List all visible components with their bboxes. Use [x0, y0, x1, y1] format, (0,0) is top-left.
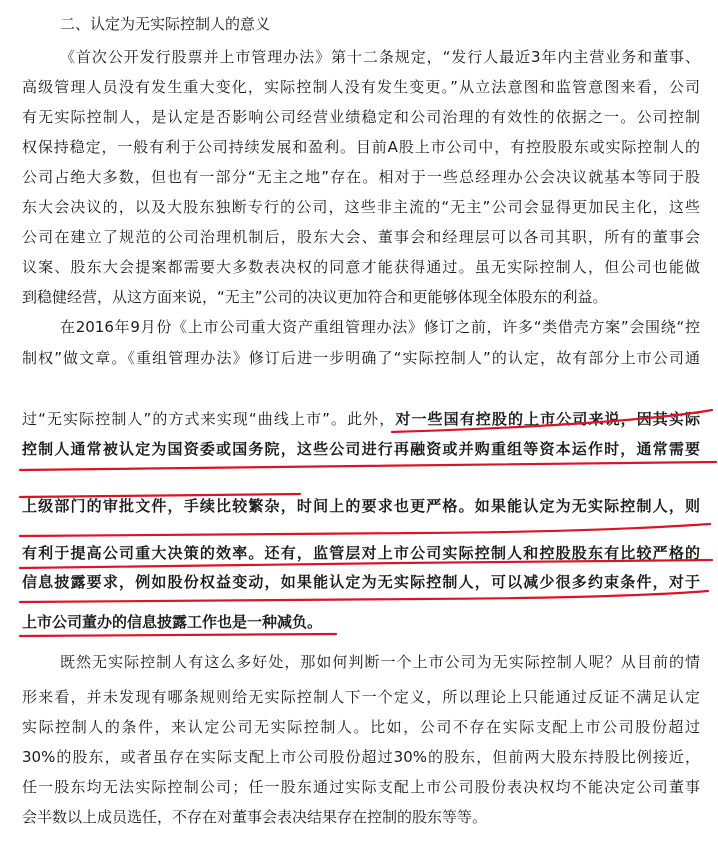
- paragraph-3-line: 实际控制人的条件，来认定公司无实际控制人。比如，公司不存在实际支配上市公司股份超过: [22, 718, 700, 736]
- paragraph-1-line: 公司在建立了规范的公司治理机制后，股东大会、董事会和经理层可以各司其职，所有的董事会: [22, 228, 700, 246]
- paragraph-3-line: 形来看，并未发现有哪条规则给无实际控制人下一个定义，所以理论上只能通过反证不满足认定: [22, 688, 700, 706]
- paragraph-2-line-mixed: [22, 404, 700, 434]
- paragraph-1-line: 权保持稳定，一般有利于公司持续发展和盈利。目前A股上市公司中，有控股股东或实际控制人的: [22, 138, 700, 156]
- paragraph-1-line: 《首次公开发行股票并上市管理办法》第十二条规定，“发行人最近3年内主营业务和董事、: [60, 48, 700, 66]
- paragraph-3-line: 30%的股东，或者虽存在实际支配上市公司股份超过30%的股东，但前两大股东持股比例接近，: [22, 748, 700, 766]
- emphasized-line: 有利于提高公司重大决策的效率。还有，监管层对上市公司实际控制人和控股股东有比较严格的: [22, 544, 700, 562]
- emphasized-line: 上市公司董办的信息披露工作也是一种减负。: [22, 613, 323, 631]
- paragraph-1-line: 公司占绝大多数，但也有一部分“无主之地”存在。相对于一些总经理办公会决议就基本等同于股: [22, 168, 700, 186]
- emphasized-line: 控制人通常被认定为国资委或国务院，这些公司进行再融资或并购重组等资本运作时，通常需要: [22, 440, 700, 458]
- paragraph-1-line: 有无实际控制人，是认定是否影响公司经营业绩稳定和公司治理的有效性的依据之一。公司控制: [22, 108, 700, 126]
- paragraph-3-line: 会半数以上成员选任，不存在对董事会表决结果存在控制的股东等等。: [22, 808, 488, 826]
- paragraph-1-line: 到稳健经营，从这方面来说，“无主”公司的决议更加符合和更能够体现全体股东的利益。: [22, 288, 608, 306]
- paragraph-1-line: 东大会决议的，以及大股东独断专行的公司，这些非主流的“无主”公司会显得更加民主化，这些: [22, 198, 700, 216]
- plain-text: 过“无实际控制人”的方式来实现“曲线上市”。此外，: [22, 410, 396, 428]
- section-heading: 二、认定为无实际控制人的意义: [60, 15, 271, 33]
- paragraph-2-line: 在2016年9月份《上市公司重大资产重组管理办法》修订之前，许多“类借壳方案”会围绕“控: [60, 318, 700, 336]
- paragraph-3-line: 任一股东均无法实际控制公司；任一股东通过实际支配上市公司股份表决权均不能决定公司董事: [22, 778, 700, 796]
- underline-stroke: [20, 524, 710, 536]
- emphasized-text: 对一些国有控股的上市公司来说，因其实际: [395, 410, 700, 428]
- paragraph-1-line: 议案、股东大会提案都需要大多数表决权的同意才能获得通过。虽无实际控制人，但公司也能做: [22, 258, 700, 276]
- emphasized-line: 信息披露要求，例如股份权益变动，如果能认定为无实际控制人，可以减少很多约束条件，对于: [22, 573, 700, 591]
- paragraph-2-line: 制权”做文章。《重组管理办法》修订后进一步明确了“实际控制人”的认定，故有部分上市公司通: [22, 349, 700, 367]
- paragraph-3-line: 既然无实际控制人有这么多好处，那如何判断一个上市公司为无实际控制人呢？从目前的情: [60, 653, 700, 671]
- emphasized-line: 上级部门的审批文件，手续比较繁杂，时间上的要求也更严格。如果能认定为无实际控制人，则: [22, 497, 700, 515]
- paragraph-1-line: 高级管理人员没有发生重大变化，实际控制人没有发生变更。”从立法意图和监管意图来看，公司: [22, 78, 700, 96]
